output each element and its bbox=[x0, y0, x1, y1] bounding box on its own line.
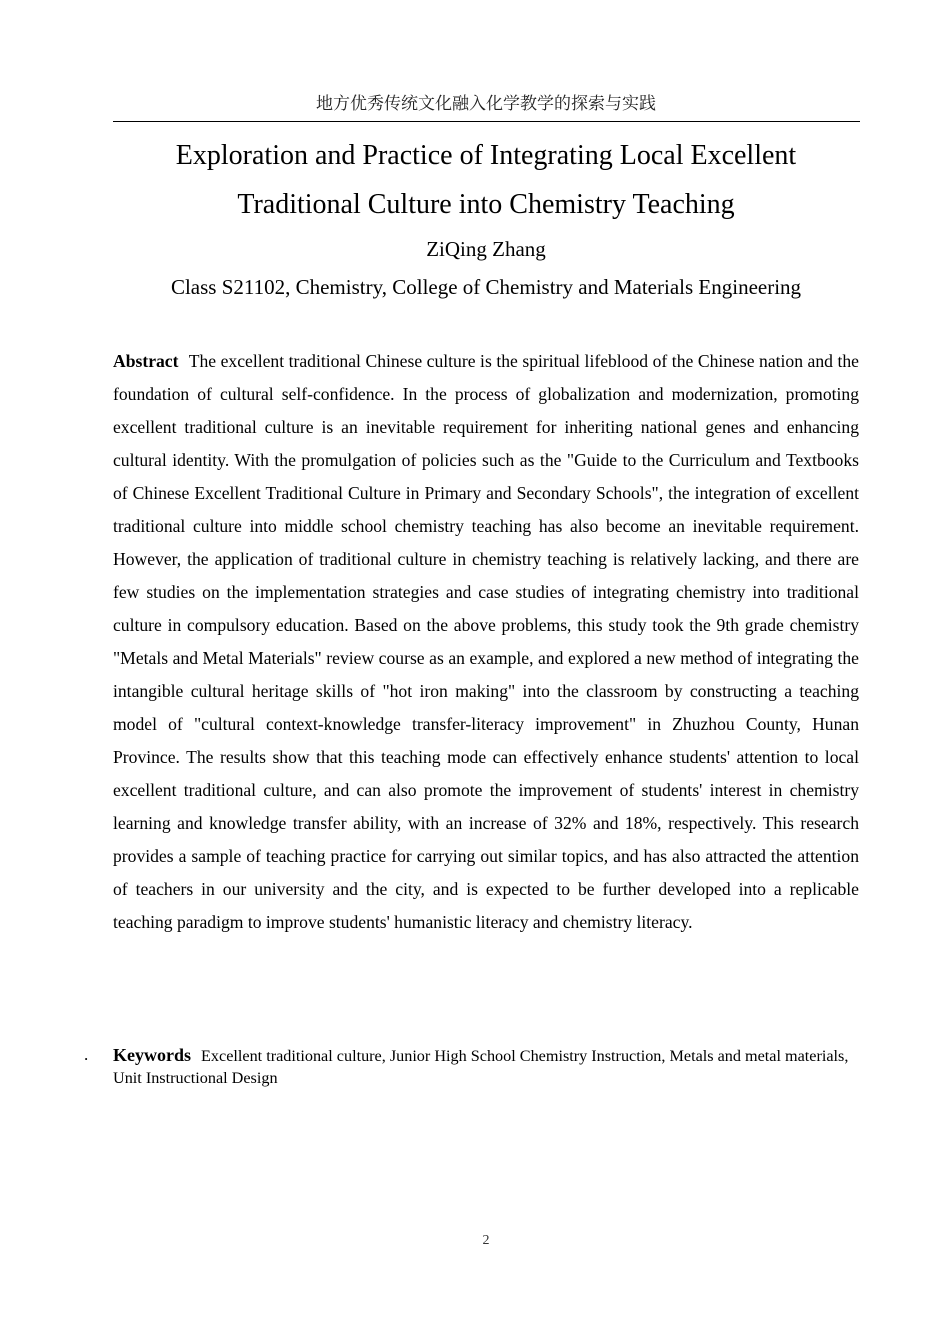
running-header: 地方优秀传统文化融入化学教学的探索与实践 bbox=[316, 94, 656, 114]
header-divider bbox=[113, 121, 860, 122]
paper-title: Exploration and Practice of Integrating Local Excellent Traditional Culture into Chemistry Teaching bbox=[175, 140, 797, 220]
abstract-text: The excellent traditional Chinese culture is the spiritual lifeblood of the Chinese nation and the foundation of cultural self-confidence. In the process of globalization and modernization, promoting excellent traditional culture is an inevitable requirement for inheriting national genes and enhancing cultural identity. With the promulgation of policies such as the "Guide to the Curriculum and Textbooks of Chinese Excellent Traditional Culture in Primary and Secondary Schools", the integration of excellent traditional culture into middle school chemistry teaching has also become an inevitable requirement. However, the application of traditional culture in chemistry teaching is relatively lacking, and there are few studies on the implementation strategies and case studies of integrating chemistry into traditional culture in compulsory education. Based on the above problems, this study took the 9th grade chemistry "Metals and Metal Materials" review course as an example, and explored a new method of integrating the intangible cultural heritage skills of "hot iron making" into the classroom by constructing a teaching model of "cultural context-knowledge transfer-literacy improvement" in Zhuzhou County, Hunan Province. The results show that this teaching mode can effectively enhance students' attention to local excellent traditional culture, and can also promote the improvement of students' interest in chemistry learning and knowledge transfer ability, with an increase of 32% and 18%, respectively. This research provides a sample of teaching practice for carrying out similar topics, and has also attracted the attention of teachers in our university and the city, and is expected to be further developed into a replicable teaching paradigm to improve students' humanistic literacy and chemistry literacy. bbox=[113, 351, 859, 932]
page-number: 2 bbox=[482, 1233, 490, 1248]
abstract-label: Abstract bbox=[113, 351, 179, 371]
abstract-paragraph bbox=[113, 345, 859, 939]
author-name: ZiQing Zhang bbox=[426, 237, 546, 261]
keywords-paragraph bbox=[113, 1044, 859, 1089]
keywords-bullet: . bbox=[84, 1045, 89, 1064]
keywords-text: Excellent traditional culture, Junior High School Chemistry Instruction, Metals and metal materials, Unit Instructional Design bbox=[113, 1047, 849, 1087]
keywords-label: Keywords bbox=[113, 1045, 191, 1065]
author-affiliation: Class S21102, Chemistry, College of Chemistry and Materials Engineering bbox=[170, 275, 802, 299]
